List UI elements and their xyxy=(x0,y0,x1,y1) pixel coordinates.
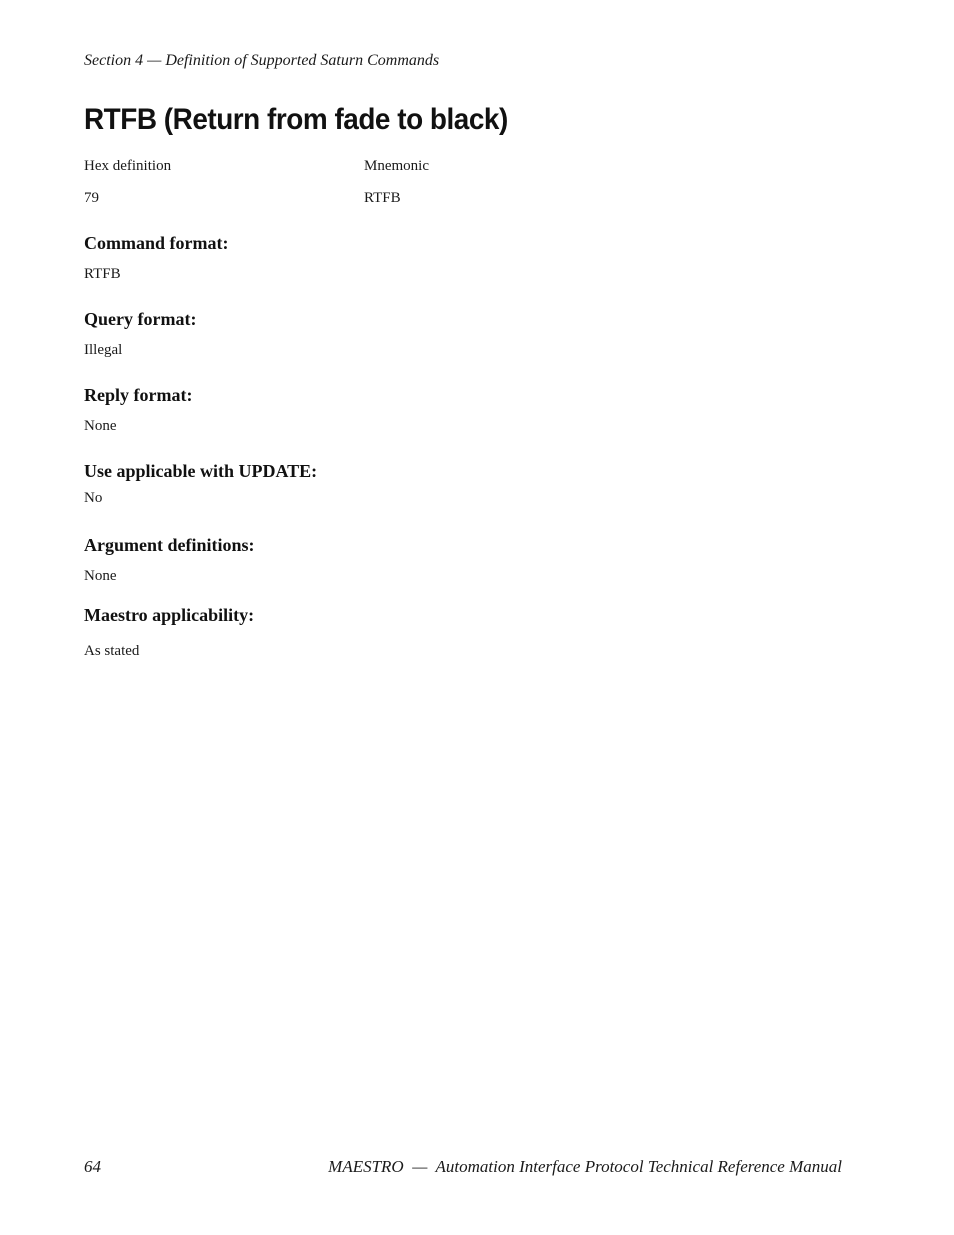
mnemonic-value: RTFB xyxy=(364,190,401,206)
page-number: 64 xyxy=(84,1157,101,1176)
section-heading: Argument definitions: xyxy=(84,535,255,555)
section-value: RTFB xyxy=(84,266,121,282)
column-header-hex-definition: Hex definition xyxy=(84,158,172,174)
footer-manual-title: MAESTRO — Automation Interface Protocol Technical Reference Manual xyxy=(328,1157,842,1176)
section-value: None xyxy=(84,418,117,434)
section-heading: Command format: xyxy=(84,233,229,253)
section-heading: Maestro applicability: xyxy=(84,605,255,625)
section-value: No xyxy=(84,490,103,506)
running-header: Section 4 — Definition of Supported Saturn Commands xyxy=(84,52,440,69)
section-heading: Reply format: xyxy=(84,385,193,405)
section-value: As stated xyxy=(84,643,140,659)
section-heading: Query format: xyxy=(84,309,197,329)
section-value: Illegal xyxy=(84,342,123,358)
section-heading: Use applicable with UPDATE: xyxy=(84,461,318,481)
column-header-mnemonic: Mnemonic xyxy=(364,158,429,174)
section-value: None xyxy=(84,568,117,584)
page-title: RTFB (Return from fade to black) xyxy=(84,103,508,136)
hex-definition-value: 79 xyxy=(84,190,99,206)
